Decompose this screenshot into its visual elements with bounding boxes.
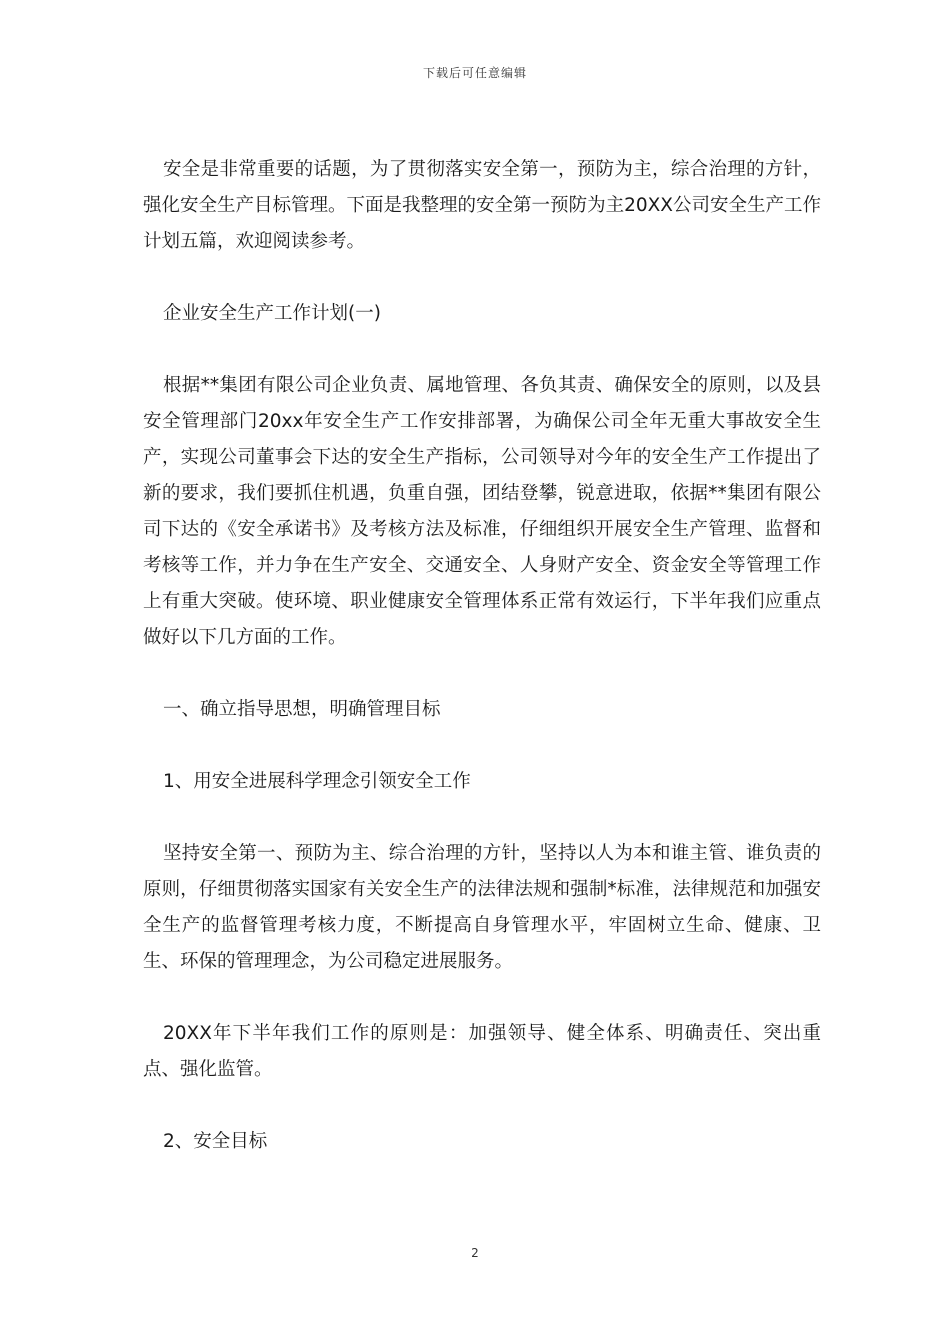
body-paragraph-1: 根据**集团有限公司企业负责、属地管理、各负其责、确保安全的原则，以及县安全管理部门20xx年安全生产工作安排部署，为确保公司全年无重大事故安全生产，实现公司董事会下达的安全生产指标，公司领导对今年的安全生产工作提出了新的要求，我们要抓住机遇，负重自强，团结登攀，锐意进取，依据**集团有限公司下达的《安全承诺书》及考核方法及标准，仔细组织开展安全生产管理、监督和考核等工作，并力争在生产安全、交通安全、人身财产安全、资金安全等管理工作上有重大突破。使环境、职业健康安全管理体系正常有效运行，下半年我们应重点做好以下几方面的工作。 <box>143 375 821 648</box>
section-title: 企业安全生产工作计划(一) <box>163 303 381 324</box>
body-paragraph-2: 坚持安全第一、预防为主、综合治理的方针，坚持以人为本和谁主管、谁负责的原则，仔细贯彻落实国家有关安全生产的法律法规和强制*标准，法律规范和加强安全生产的监督管理考核力度，不断提高自身管理水平，牢固树立生命、健康、卫生、环保的管理理念，为公司稳定进展服务。 <box>143 843 821 972</box>
page-number: 2 <box>471 1246 479 1260</box>
page-header: 下载后可任意编辑 <box>422 66 527 80</box>
heading-safety-target: 2、安全目标 <box>163 1131 268 1152</box>
heading-safety-concept: 1、用安全进展科学理念引领安全工作 <box>163 771 471 792</box>
intro-paragraph: 安全是非常重要的话题，为了贯彻落实安全第一，预防为主，综合治理的方针，强化安全生产目标管理。下面是我整理的安全第一预防为主20XX公司安全生产工作计划五篇，欢迎阅读参考。 <box>143 159 821 252</box>
heading-guiding-ideology: 一、确立指导思想，明确管理目标 <box>163 699 441 720</box>
document-body <box>143 152 821 1160</box>
body-paragraph-3: 20XX年下半年我们工作的原则是：加强领导、健全体系、明确责任、突出重点、强化监管。 <box>143 1023 821 1080</box>
